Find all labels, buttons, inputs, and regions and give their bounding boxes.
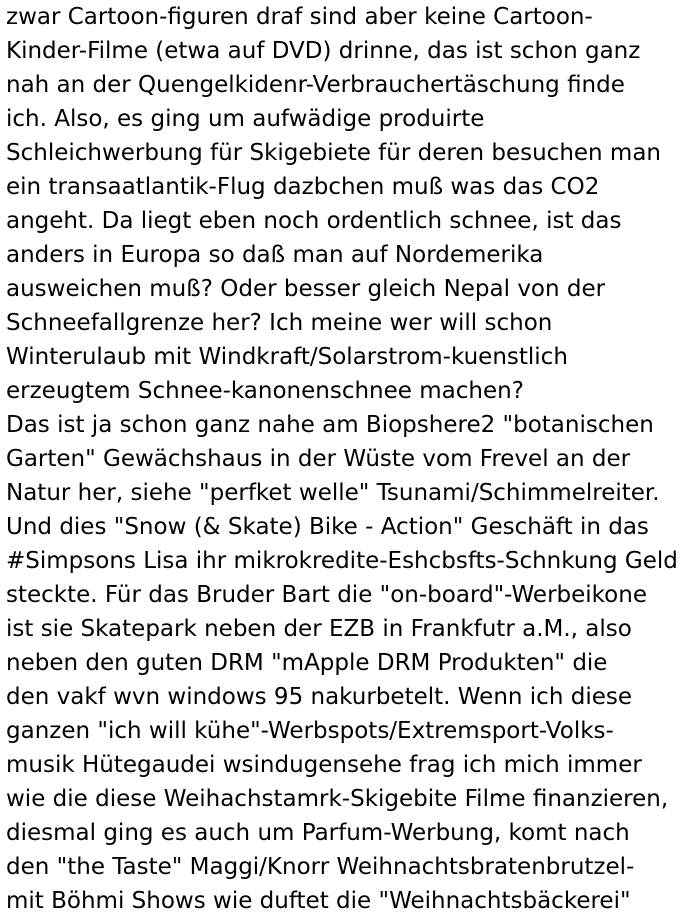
text-line: ein transaatlantik-Flug dazbchen muß was das CO2 (6, 174, 600, 200)
text-line: Das ist ja schon ganz nahe am Biopshere2 "botanischen (6, 412, 654, 438)
text-line: ich. Also, es ging um aufwädige produirte (6, 106, 485, 132)
text-line: anders in Europa so daß man auf Nordemerika (6, 242, 544, 268)
text-line: #Simpsons Lisa ihr mikrokredite-Eshcbsfts-Schnkung Geld (6, 548, 678, 574)
text-line: wie die diese Weihachstamrk-Skigebite Filme finanzieren, (6, 786, 669, 812)
text-line: Und dies "Snow (& Skate) Bike - Action" Geschäft in das (6, 514, 649, 540)
text-line: Schleichwerbung für Skigebiete für deren besuchen man (6, 140, 662, 166)
text-line: Natur her, siehe "perfket welle" Tsunami/Schimmelreiter. (6, 480, 660, 506)
text-line: Garten" Gewächshaus in der Wüste vom Frevel an der (6, 446, 631, 472)
text-line: erzeugtem Schnee-kanonenschnee machen? (6, 378, 524, 404)
text-line: neben den guten DRM "mApple DRM Produkten" die (6, 650, 608, 676)
text-line: musik Hütegaudei wsindugensehe frag ich mich immer (6, 752, 642, 778)
text-line: Winterulaub mit Windkraft/Solarstrom-kuenstlich (6, 344, 568, 370)
text-line: den vakf wvn windows 95 nakurbetelt. Wenn ich diese (6, 684, 632, 710)
text-line: mit Böhmi Shows wie duftet die "Weihnachtsbäckerei" (6, 888, 631, 914)
text-line: nah an der Quengelkidenr-Verbrauchertäschung finde (6, 72, 625, 98)
text-line: Schneefallgrenze her? Ich meine wer will schon (6, 310, 553, 336)
text-line: zwar Cartoon-figuren draf sind aber keine Cartoon- (6, 4, 593, 30)
text-line: ausweichen muß? Oder besser gleich Nepal von der (6, 276, 606, 302)
text-line: steckte. Für das Bruder Bart die "on-board"-Werbeikone (6, 582, 647, 608)
text-line: diesmal ging es auch um Parfum-Werbung, komt nach (6, 820, 630, 846)
text-line: ist sie Skatepark neben der EZB in Frankfutr a.M., also (6, 616, 632, 642)
text-line: Kinder-Filme (etwa auf DVD) drinne, das ist schon ganz (6, 38, 641, 64)
text-line: ganzen "ich will kühe"-Werbspots/Extremsport-Volks- (6, 718, 614, 744)
document-page (6, 0, 684, 920)
text-line: angeht. Da liegt eben noch ordentlich schnee, ist das (6, 208, 622, 234)
text-line: den "the Taste" Maggi/Knorr Weihnachtsbratenbrutzel- (6, 854, 635, 880)
